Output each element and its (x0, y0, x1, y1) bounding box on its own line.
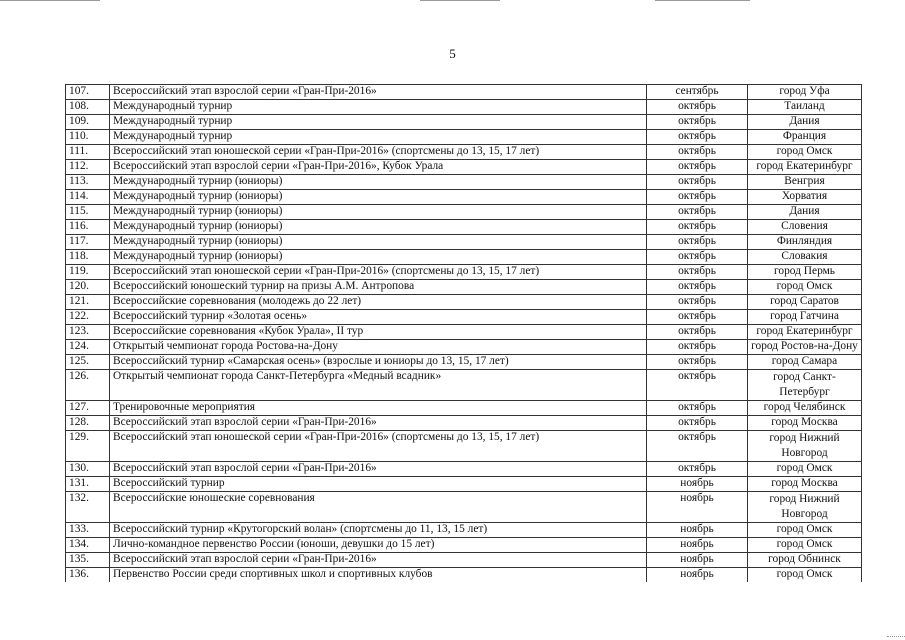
table-row (66, 160, 862, 175)
event-month-cell: октябрь (647, 431, 748, 462)
event-name-cell: Всероссийские соревнования (молодежь до 22 лет) (110, 295, 647, 310)
event-place-cell: Словакия (748, 250, 862, 265)
event-month-cell: октябрь (647, 160, 748, 175)
event-name-cell: Международный турнир (юниоры) (110, 220, 647, 235)
event-place-cell: город Самара (748, 355, 862, 370)
row-number-cell: 116. (66, 220, 110, 235)
event-month-cell: октябрь (647, 280, 748, 295)
row-number-cell: 136. (66, 568, 110, 583)
event-place-cell: город Москва (748, 416, 862, 431)
event-name-cell: Международный турнир (110, 115, 647, 130)
page-number: 5 (449, 46, 456, 61)
event-place-cell: Дания (748, 115, 862, 130)
event-month-cell: октябрь (647, 100, 748, 115)
row-number-cell: 131. (66, 477, 110, 492)
event-name-cell: Всероссийский этап взрослой серии «Гран-При-2016» (110, 85, 647, 100)
row-number-cell: 114. (66, 190, 110, 205)
table-row (66, 431, 862, 462)
event-month-cell: ноябрь (647, 568, 748, 583)
row-number-cell: 122. (66, 310, 110, 325)
row-number-cell: 108. (66, 100, 110, 115)
row-number-cell: 121. (66, 295, 110, 310)
event-place-cell: город Нижний Новгород (748, 492, 862, 523)
event-name-cell: Тренировочные мероприятия (110, 401, 647, 416)
event-month-cell: октябрь (647, 115, 748, 130)
event-place-cell: город Омск (748, 523, 862, 538)
event-place-cell: город Омск (748, 145, 862, 160)
row-number-cell: 123. (66, 325, 110, 340)
table-row (66, 100, 862, 115)
event-month-cell: октябрь (647, 340, 748, 355)
event-month-cell: октябрь (647, 205, 748, 220)
table-row (66, 523, 862, 538)
event-name-cell: Всероссийский турнир «Самарская осень» (взрослые и юниоры до 13, 15, 17 лет) (110, 355, 647, 370)
event-schedule-table (65, 84, 862, 582)
event-place-cell: Венгрия (748, 175, 862, 190)
event-name-cell: Международный турнир (юниоры) (110, 205, 647, 220)
event-place-cell: Дания (748, 205, 862, 220)
event-name-cell: Всероссийский этап взрослой серии «Гран-При-2016» (110, 416, 647, 431)
event-place-cell: Франция (748, 130, 862, 145)
event-name-cell: Всероссийский турнир «Крутогорский волан» (спортсмены до 11, 13, 15 лет) (110, 523, 647, 538)
event-month-cell: сентябрь (647, 85, 748, 100)
row-number-cell: 126. (66, 370, 110, 401)
event-place-cell: город Нижний Новгород (748, 431, 862, 462)
table-row (66, 401, 862, 416)
row-number-cell: 135. (66, 553, 110, 568)
table-row (66, 265, 862, 280)
event-place-cell: Словения (748, 220, 862, 235)
table-row (66, 462, 862, 477)
row-number-cell: 113. (66, 175, 110, 190)
event-month-cell: октябрь (647, 462, 748, 477)
event-place-cell: город Омск (748, 280, 862, 295)
table-row (66, 145, 862, 160)
table-row (66, 355, 862, 370)
event-month-cell: ноябрь (647, 553, 748, 568)
row-number-cell: 130. (66, 462, 110, 477)
event-place-cell: город Уфа (748, 85, 862, 100)
row-number-cell: 112. (66, 160, 110, 175)
row-number-cell: 134. (66, 538, 110, 553)
row-number-cell: 115. (66, 205, 110, 220)
event-place-cell: Финляндия (748, 235, 862, 250)
row-number-cell: 128. (66, 416, 110, 431)
event-month-cell: ноябрь (647, 492, 748, 523)
table-row (66, 130, 862, 145)
top-rule-middle (420, 0, 500, 1)
top-rule-left (0, 0, 100, 1)
event-name-cell: Всероссийский этап юношеской серии «Гран-При-2016» (спортсмены до 13, 15, 17 лет) (110, 265, 647, 280)
event-month-cell: октябрь (647, 130, 748, 145)
event-name-cell: Международный турнир (юниоры) (110, 190, 647, 205)
event-month-cell: октябрь (647, 370, 748, 401)
row-number-cell: 118. (66, 250, 110, 265)
event-month-cell: октябрь (647, 250, 748, 265)
row-number-cell: 127. (66, 401, 110, 416)
event-place-cell: город Ростов-на-Дону (748, 340, 862, 355)
table-row (66, 310, 862, 325)
event-name-cell: Всероссийский этап взрослой серии «Гран-При-2016» (110, 553, 647, 568)
event-name-cell: Всероссийские соревнования «Кубок Урала», II тур (110, 325, 647, 340)
event-month-cell: октябрь (647, 235, 748, 250)
row-number-cell: 109. (66, 115, 110, 130)
event-month-cell: октябрь (647, 145, 748, 160)
row-number-cell: 111. (66, 145, 110, 160)
event-place-cell: город Москва (748, 477, 862, 492)
table-row (66, 85, 862, 100)
event-month-cell: октябрь (647, 295, 748, 310)
event-name-cell: Открытый чемпионат города Ростова-на-Дону (110, 340, 647, 355)
table-row (66, 477, 862, 492)
event-month-cell: октябрь (647, 355, 748, 370)
event-month-cell: октябрь (647, 220, 748, 235)
event-name-cell: Всероссийский турнир «Золотая осень» (110, 310, 647, 325)
event-place-cell: город Пермь (748, 265, 862, 280)
event-month-cell: ноябрь (647, 523, 748, 538)
event-month-cell: октябрь (647, 401, 748, 416)
table-row (66, 492, 862, 523)
event-place-cell: город Обнинск (748, 553, 862, 568)
table-row (66, 175, 862, 190)
table-row (66, 295, 862, 310)
event-name-cell: Всероссийский этап взрослой серии «Гран-При-2016», Кубок Урала (110, 160, 647, 175)
event-name-cell: Всероссийские юношеские соревнования (110, 492, 647, 523)
row-number-cell: 119. (66, 265, 110, 280)
table-row (66, 538, 862, 553)
event-name-cell: Международный турнир (юниоры) (110, 175, 647, 190)
row-number-cell: 107. (66, 85, 110, 100)
table-row (66, 553, 862, 568)
table-row (66, 220, 862, 235)
event-place-cell: Хорватия (748, 190, 862, 205)
row-number-cell: 129. (66, 431, 110, 462)
event-name-cell: Международный турнир (юниоры) (110, 250, 647, 265)
table-row (66, 205, 862, 220)
row-number-cell: 120. (66, 280, 110, 295)
table-row (66, 190, 862, 205)
row-number-cell: 132. (66, 492, 110, 523)
event-month-cell: октябрь (647, 325, 748, 340)
row-number-cell: 124. (66, 340, 110, 355)
table-row (66, 568, 862, 583)
row-number-cell: 133. (66, 523, 110, 538)
schedule-body (66, 85, 862, 583)
event-place-cell: город Саратов (748, 295, 862, 310)
event-name-cell: Лично-командное первенство России (юноши, девушки до 15 лет) (110, 538, 647, 553)
event-name-cell: Международный турнир (110, 100, 647, 115)
table-row (66, 370, 862, 401)
event-name-cell: Открытый чемпионат города Санкт-Петербурга «Медный всадник» (110, 370, 647, 401)
page-edge-mark (887, 636, 905, 640)
table-row (66, 280, 862, 295)
event-place-cell: город Омск (748, 462, 862, 477)
event-name-cell: Всероссийский этап юношеской серии «Гран-При-2016» (спортсмены до 13, 15, 17 лет) (110, 145, 647, 160)
row-number-cell: 117. (66, 235, 110, 250)
event-name-cell: Международный турнир (110, 130, 647, 145)
event-name-cell: Всероссийский юношеский турнир на призы А.М. Антропова (110, 280, 647, 295)
row-number-cell: 125. (66, 355, 110, 370)
table-row (66, 325, 862, 340)
table-row (66, 416, 862, 431)
table-row (66, 250, 862, 265)
event-place-cell: Таиланд (748, 100, 862, 115)
event-month-cell: октябрь (647, 310, 748, 325)
event-month-cell: октябрь (647, 175, 748, 190)
event-month-cell: октябрь (647, 265, 748, 280)
event-month-cell: октябрь (647, 190, 748, 205)
event-name-cell: Международный турнир (юниоры) (110, 235, 647, 250)
table-row (66, 235, 862, 250)
row-number-cell: 110. (66, 130, 110, 145)
event-place-cell: город Екатеринбург (748, 160, 862, 175)
event-name-cell: Всероссийский этап юношеской серии «Гран-При-2016» (спортсмены до 13, 15, 17 лет) (110, 431, 647, 462)
event-place-cell: город Омск (748, 538, 862, 553)
table-row (66, 340, 862, 355)
event-place-cell: город Санкт-Петербург (748, 370, 862, 401)
event-name-cell: Первенство России среди спортивных школ и спортивных клубов (110, 568, 647, 583)
event-month-cell: ноябрь (647, 538, 748, 553)
event-place-cell: город Омск (748, 568, 862, 583)
event-month-cell: ноябрь (647, 477, 748, 492)
event-name-cell: Всероссийский этап взрослой серии «Гран-При-2016» (110, 462, 647, 477)
event-place-cell: город Екатеринбург (748, 325, 862, 340)
event-place-cell: город Челябинск (748, 401, 862, 416)
table-row (66, 115, 862, 130)
event-name-cell: Всероссийский турнир (110, 477, 647, 492)
event-place-cell: город Гатчина (748, 310, 862, 325)
top-rule-right (655, 0, 750, 1)
event-month-cell: октябрь (647, 416, 748, 431)
